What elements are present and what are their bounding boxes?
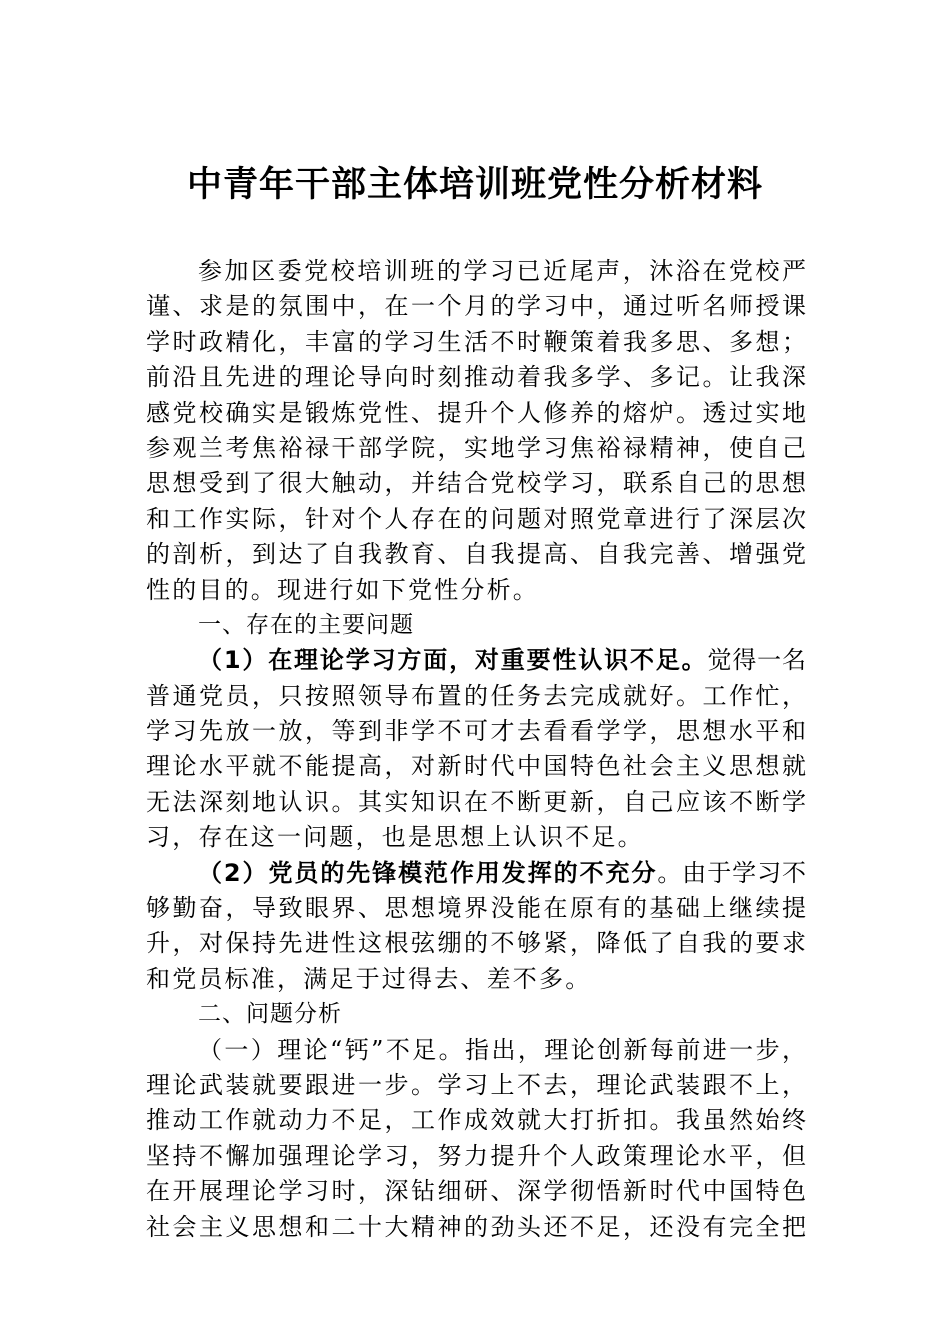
problem-item-1 xyxy=(146,643,806,855)
item-line: 无法深刻地认识。其实知识在不断更新，自己应该不断学 xyxy=(146,787,806,816)
intro-line: 和工作实际，针对个人存在的问题对照党章进行了深层次 xyxy=(146,504,806,533)
analysis-line: 推动工作就动力不足，工作成效就大打折扣。我虽然始终 xyxy=(146,1106,806,1135)
analysis-line: 理论武装就要跟进一步。学习上不去，理论武装跟不上， xyxy=(146,1070,806,1099)
item-line: 学习先放一放，等到非学不可才去看看学学，思想水平和 xyxy=(146,717,806,746)
intro-line: 性的目的。现进行如下党性分析。 xyxy=(146,575,539,604)
item-lead-rest: 觉得一名 xyxy=(707,646,807,675)
section-heading: 二、问题分析 xyxy=(198,1001,342,1028)
analysis-first-line: （一）理论“钙”不足。指出，理论创新每前进一步， xyxy=(198,1035,806,1064)
item-line: 和党员标准，满足于过得去、差不多。 xyxy=(146,964,592,993)
item-line: 升，对保持先进性这根弦绷的不够紧，降低了自我的要求 xyxy=(146,929,806,958)
intro-line: 学时政精化，丰富的学习生活不时鞭策着我多思、多想； xyxy=(146,327,806,356)
item-line: 普通党员，只按照领导布置的任务去完成就好。工作忙， xyxy=(146,681,806,710)
problem-item-2 xyxy=(146,856,806,998)
analysis-line: 在开展理论学习时，深钻细研、深学彻悟新时代中国特色 xyxy=(146,1177,806,1206)
intro-line: 参观兰考焦裕禄干部学院，实地学习焦裕禄精神，使自己 xyxy=(146,433,806,462)
analysis-line: 坚持不懈加强理论学习，努力提升个人政策理论水平，但 xyxy=(146,1141,806,1170)
item-bold-lead: （1）在理论学习方面，对重要性认识不足。 xyxy=(198,646,708,675)
document-title: 中青年干部主体培训班党性分析材料 xyxy=(186,164,763,205)
item-lead-rest: 。由于学习不 xyxy=(657,858,807,887)
analysis-line: 社会主义思想和二十大精神的劲头还不足，还没有完全把 xyxy=(146,1212,806,1241)
intro-paragraph xyxy=(146,254,806,608)
item-line: 够勤奋，导致眼界、思想境界没能在原有的基础上继续提 xyxy=(146,894,806,923)
intro-line: 参加区委党校培训班的学习已近尾声，沐浴在党校严 xyxy=(198,257,806,285)
document-body xyxy=(146,254,806,1245)
analysis-item-1 xyxy=(146,1033,806,1245)
item-line: 理论水平就不能提高，对新时代中国特色社会主义思想就 xyxy=(146,752,806,781)
intro-line: 前沿且先进的理论导向时刻推动着我多学、多记。让我深 xyxy=(146,363,806,392)
item-first-line xyxy=(146,856,806,891)
intro-line: 谨、求是的氛围中，在一个月的学习中，通过听名师授课 xyxy=(146,292,806,321)
section-heading: 一、存在的主要问题 xyxy=(198,611,414,638)
intro-line: 感党校确实是锻炼党性、提升个人修养的熔炉。透过实地 xyxy=(146,398,806,427)
intro-line: 思想受到了很大触动，并结合党校学习，联系自己的思想 xyxy=(146,469,806,498)
item-bold-lead: （2）党员的先锋模范作用发挥的不充分 xyxy=(198,858,658,887)
intro-line: 的剖析，到达了自我教育、自我提高、自我完善、增强党 xyxy=(146,540,806,569)
item-line: 习，存在这一问题，也是思想上认识不足。 xyxy=(146,823,644,852)
item-first-line xyxy=(146,643,806,678)
